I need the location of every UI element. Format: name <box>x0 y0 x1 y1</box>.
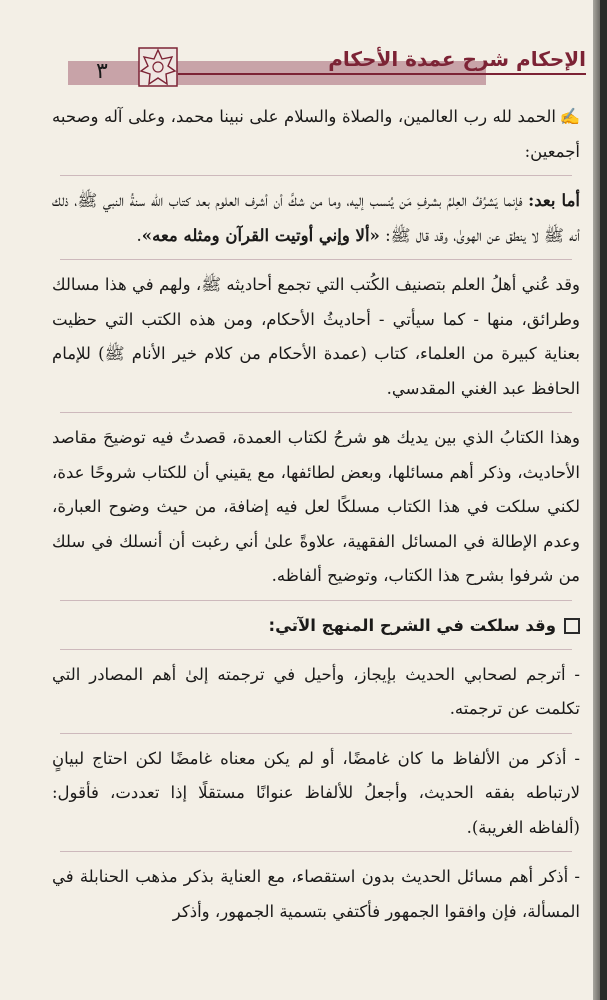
page-number: ٣ <box>96 59 108 84</box>
paragraph-1-lead: أما بعد: <box>528 191 580 210</box>
divider <box>60 412 572 413</box>
list-item: - أذكر من الألفاظ ما كان غامضًا، أو لم يكن معناه غامضًا لكن احتاج لبيانٍ لارتباطه بفقه الحديث، وأجعلُ للألفاظ عنوانًا مستقلًا إذا تعددت، فأقول: (ألفاظه الغريبة). <box>52 748 580 837</box>
section-heading <box>52 609 580 643</box>
page-edge <box>593 0 600 1000</box>
divider <box>60 649 572 650</box>
paragraph-3: وهذا الكتابُ الذي بين يديك هو شرحُ لكتاب العمدة، قصدتُ فيه توضيحَ مقاصد الأحاديث، وذكر أهم مسائلها، وبعض لطائفها، مع يقيني أن للكتاب شروحًا عدة، لكني سلكت في هذا الكتاب مسلكًا لعل فيه إضافة، من حيث وضوح العبارة، وعدم الإطالة في المسائل الفقهية، علاوةً علىٰ أني رغبت أن أنسلك في سلك من شرفوا بشرح هذا الكتاب، وتوضيح ألفاظه. <box>52 428 580 585</box>
hadith-quote: «ألا وإني أوتيت القرآن ومثله معه» <box>141 225 380 245</box>
header-rule <box>178 73 586 75</box>
section-heading-text: وقد سلكت في الشرح المنهج الآتي: <box>268 615 556 635</box>
list-item: - أترجم لصحابي الحديث بإيجاز، وأحيل في ترجمته إلىٰ أهم المصادر التي تكلمت عن ترجمته. <box>52 664 580 718</box>
page-body <box>52 100 580 929</box>
intro-text: الحمد لله رب العالمين، والصلاة والسلام على نبينا محمد، وعلى آله وصحبه أجمعين: <box>52 107 580 161</box>
divider <box>60 851 572 852</box>
list-item: - أذكر أهم مسائل الحديث بدون استقصاء، مع العناية بذكر مذهب الحنابلة في المسألة، فإن وافقوا الجمهور فأكتفي بتسمية الجمهور، وأذكر <box>52 867 580 921</box>
divider <box>60 259 572 260</box>
octagonal-star-ornament-icon <box>138 47 178 87</box>
divider <box>60 175 572 176</box>
running-header <box>58 47 586 87</box>
header-title: الإحكام شرح عمدة الأحكام <box>328 47 586 71</box>
paragraph-2: وقد عُني أهلُ العلم بتصنيف الكُتب التي تجمع أحاديثه ﷺ، ولهم في هذا مسالك وطرائق، منها - كما سيأتي - أحاديثُ الأحكام، ومن هذه الكتب التي حظيت بعناية كبيرة من العلماء، كتاب (عمدة الأحكام من كلام خير الأنام ﷺ) للإمام الحافظ عبد الغني المقدسي. <box>52 275 580 398</box>
divider <box>60 733 572 734</box>
intro-paragraph <box>52 100 580 169</box>
square-bullet-icon <box>564 618 580 634</box>
divider <box>60 600 572 601</box>
paragraph-1-end: . <box>136 225 142 245</box>
paragraph-1 <box>52 184 580 253</box>
paragraph-1-text: فإنما يَشرُفُ العِلمُ بشرفِ مَن يُنسب إليه، وما من شكَّ أن أشرف العلوم بعد كتاب الله سنةُ النبي ﷺ، ذلك أنه ﷺ لا ينطق عن الهوىٰ، وقد قال ﷺ: <box>52 191 580 245</box>
pen-icon: ✍ <box>559 107 580 126</box>
